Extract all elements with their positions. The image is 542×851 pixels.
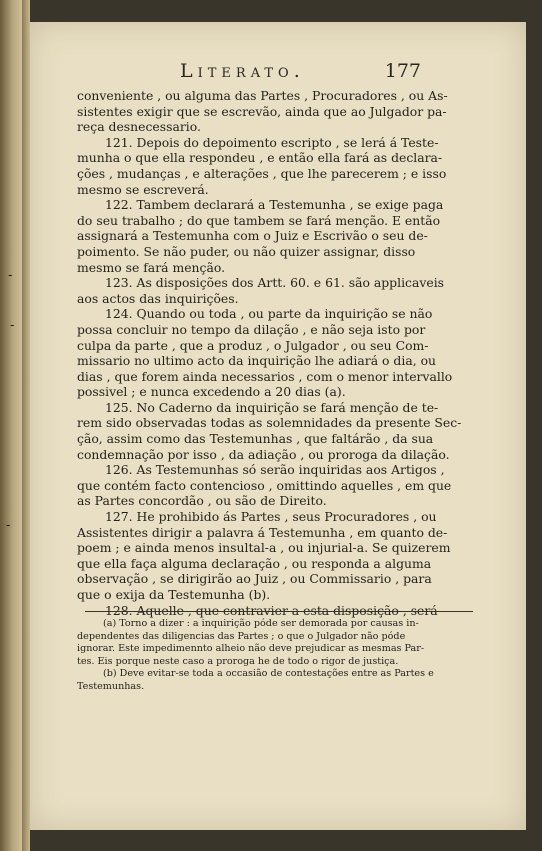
- body-text-line: ção, assim como das Testemunhas , que faltárão , da sua: [77, 431, 434, 447]
- body-text-line: as Partes concordão , ou são de Direito.: [77, 493, 327, 509]
- page-number: 177: [384, 60, 421, 82]
- body-text-line: possa concluir no tempo da dilação , e não seja isto por: [77, 321, 426, 337]
- footnote-rule: [85, 611, 473, 612]
- footnote-line: Testemunhas.: [77, 680, 145, 692]
- page-header: [30, 60, 526, 84]
- body-text-line: 121. Depois do depoimento escripto , se lerá á Teste-: [105, 134, 439, 150]
- body-text-line: 124. Quando ou toda , ou parte da inquirição se não: [105, 306, 433, 322]
- body-text-line: sistentes exigir que se escrevão, ainda que ao Julgador pa-: [77, 103, 447, 119]
- footnote-line: tes. Eis porque neste caso a proroga he de todo o rigor de justiça.: [77, 655, 399, 667]
- body-text-line: missario no ultimo acto da inquirição lhe adiará o dia, ou: [77, 353, 437, 369]
- footnotes: [77, 618, 477, 694]
- margin-tick-mark: -: [10, 318, 15, 333]
- body-text-line: do seu trabalho ; do que tambem se fará menção. E então: [77, 212, 441, 228]
- body-text-line: 122. Tambem declarará a Testemunha , se exige paga: [105, 197, 444, 213]
- body-text-line: dias , que forem ainda necessarios , com o menor intervallo: [77, 368, 453, 384]
- body-text-line: 123. As disposições dos Artt. 60. e 61. são applicaveis: [105, 275, 445, 291]
- body-text-line: poimento. Se não puder, ou não quizer assignar, disso: [77, 243, 416, 259]
- body-text-line: observação , se dirigirão ao Juiz , ou Commissario , para: [77, 571, 432, 587]
- body-text-line: munha o que ella respondeu , e então ella fará as declara-: [77, 150, 443, 166]
- body-text-line: mesmo se escreverá.: [77, 181, 209, 197]
- body-text-line: que o exija da Testemunha (b).: [77, 587, 271, 602]
- body-text-line: Assistentes dirigir a palavra á Testemunha , em quanto de-: [77, 524, 448, 540]
- margin-tick-mark: -: [8, 268, 13, 283]
- body-text-line: 126. As Testemunhas só serão inquiridas aos Artigos ,: [105, 462, 445, 478]
- margin-tick-mark: -: [6, 518, 11, 533]
- body-text-line: rem sido observadas todas as solemnidades da presente Sec-: [77, 415, 462, 431]
- body-text-line: condemnação por isso , da adiação , ou proroga da dilação.: [77, 446, 450, 462]
- body-text-line: poem ; e ainda menos insultal-a , ou injurial-a. Se quizerem: [77, 540, 451, 556]
- body-text-line: 125. No Caderno da inquirição se fará menção de te-: [105, 399, 439, 415]
- running-title: Literato.: [180, 60, 305, 82]
- margin-marks: [6, 268, 24, 568]
- body-text-line: reça desnecessario.: [77, 119, 201, 135]
- body-text-line: 127. He prohibido ás Partes , seus Procuradores , ou: [105, 509, 437, 525]
- footnote-line: ignorar. Este impedimennto alheio não deve prejudicar as mesmas Par-: [77, 643, 425, 655]
- body-text-line: que contém facto contencioso , omittindo aquelles , em que: [77, 477, 452, 493]
- body-text-line: que ella faça alguma declaração , ou responda a alguma: [77, 555, 432, 571]
- footnote-line: (a) Torno a dizer : a inquirição póde ser demorada por causas in-: [103, 618, 419, 629]
- body-text-line: assignará a Testemunha com o Juiz e Escrivão o seu de-: [77, 228, 428, 244]
- book-page: [30, 22, 526, 830]
- body-text-line: culpa da parte , que a produz , o Julgador , ou seu Com-: [77, 337, 429, 353]
- body-text-line: mesmo se fará menção.: [77, 259, 226, 275]
- footnote-line: (b) Deve evitar-se toda a occasião de contestações entre as Partes e: [103, 668, 434, 680]
- footnote-line: dependentes das diligencias das Partes ; o que o Julgador não póde: [77, 630, 406, 642]
- body-text-line: possivel ; e nunca excedendo a 20 dias (a).: [77, 384, 346, 400]
- body-text-line: conveniente , ou alguma das Partes , Procuradores , ou As-: [77, 88, 448, 103]
- body-text-line: ções , mudanças , e alterações , que lhe parecerem ; e isso: [77, 165, 447, 181]
- body-text: [77, 88, 477, 618]
- body-text-line: aos actos das inquirições.: [77, 290, 239, 306]
